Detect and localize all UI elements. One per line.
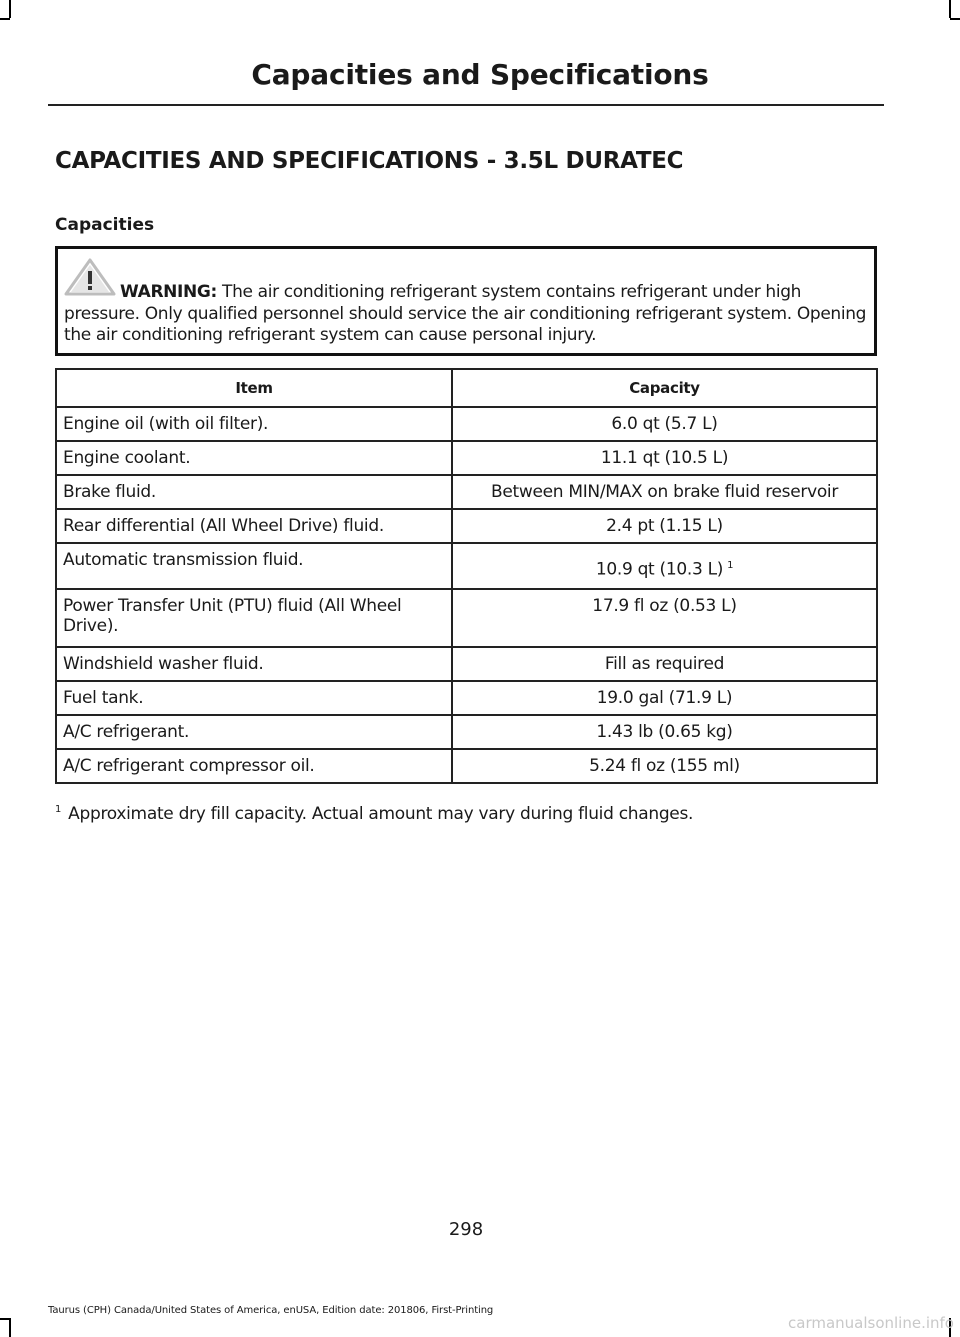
capacity-cell: 19.0 gal (71.9 L) (452, 681, 877, 715)
table-row (56, 475, 877, 509)
table-row (56, 589, 877, 647)
header-divider (48, 104, 884, 106)
section-heading: CAPACITIES AND SPECIFICATIONS - 3.5L DURATEC (55, 148, 684, 174)
item-cell: Rear differential (All Wheel Drive) fluid. (56, 509, 452, 543)
item-cell: Fuel tank. (56, 681, 452, 715)
item-cell: Engine coolant. (56, 441, 452, 475)
crop-mark (950, 18, 960, 20)
edition-info: Taurus (CPH) Canada/United States of America, enUSA, Edition date: 201806, First-Printing (48, 1305, 494, 1316)
item-cell: A/C refrigerant compressor oil. (56, 749, 452, 783)
table-header-row (56, 369, 877, 407)
capacity-cell: 1.43 lb (0.65 kg) (452, 715, 877, 749)
item-cell: Engine oil (with oil filter). (56, 407, 452, 441)
footnote-text: Approximate dry fill capacity. Actual amount may vary during fluid changes. (68, 804, 694, 824)
warning-box (55, 246, 877, 356)
table-row (56, 681, 877, 715)
item-cell: Brake fluid. (56, 475, 452, 509)
capacity-cell: 2.4 pt (1.15 L) (452, 509, 877, 543)
capacity-cell: 17.9 fl oz (0.53 L) (452, 589, 877, 647)
table-row (56, 543, 877, 589)
item-cell: Windshield washer fluid. (56, 647, 452, 681)
capacity-value: 10.9 qt (10.3 L) (595, 559, 724, 580)
table-footnote (55, 804, 693, 824)
column-header-item: Item (56, 369, 452, 407)
capacity-cell (452, 543, 877, 589)
column-header-capacity: Capacity (452, 369, 877, 407)
table-row (56, 715, 877, 749)
warning-message: The air conditioning refrigerant system contains refrigerant under high pressure. Only qualified personnel should service the air conditioning refrigerant system. Opening the air conditioning refrigerant system can cause personal injury. (64, 282, 867, 345)
table-row (56, 441, 877, 475)
crop-mark (0, 18, 10, 20)
warning-label: WARNING: (120, 282, 217, 302)
capacities-subheading: Capacities (55, 215, 155, 235)
item-cell: Power Transfer Unit (PTU) fluid (All Wheel Drive). (56, 589, 452, 647)
capacity-cell: 11.1 qt (10.5 L) (452, 441, 877, 475)
crop-mark (949, 0, 951, 18)
page-header-title: Capacities and Specifications (251, 58, 709, 91)
capacity-cell: Fill as required (452, 647, 877, 681)
site-watermark[interactable]: carmanualsonline.info (788, 1314, 954, 1332)
capacity-cell: Between MIN/MAX on brake fluid reservoir (452, 475, 877, 509)
crop-mark (9, 0, 11, 18)
crop-mark (0, 1318, 10, 1320)
warning-text-block (64, 282, 870, 347)
capacity-cell: 6.0 qt (5.7 L) (452, 407, 877, 441)
capacity-cell: 5.24 fl oz (155 ml) (452, 749, 877, 783)
crop-mark (9, 1318, 11, 1337)
footnote-marker: 1 (727, 560, 734, 571)
capacities-table (55, 368, 878, 784)
item-cell: A/C refrigerant. (56, 715, 452, 749)
table-row (56, 407, 877, 441)
table-row (56, 647, 877, 681)
table-row (56, 509, 877, 543)
item-cell: Automatic transmission fluid. (56, 543, 452, 589)
footnote-number: 1 (55, 804, 62, 816)
page-number: 298 (448, 1219, 484, 1240)
table-row (56, 749, 877, 783)
